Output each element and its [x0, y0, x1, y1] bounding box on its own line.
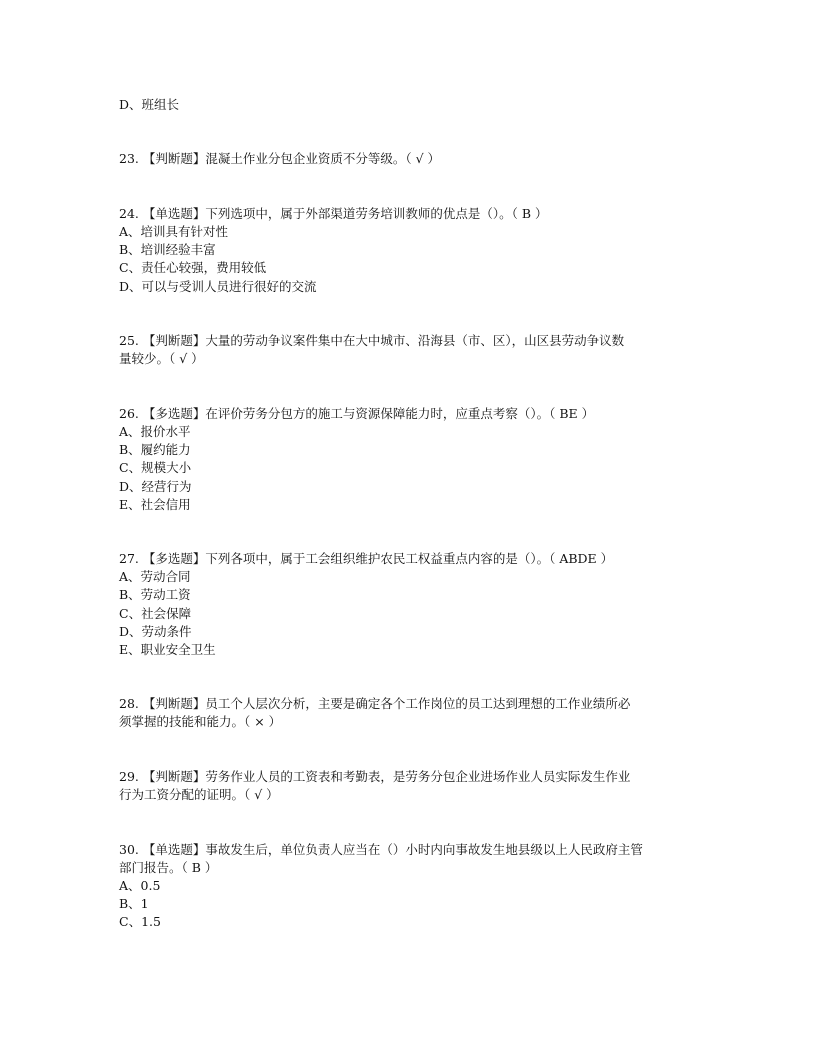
option-line: C、社会保障 — [119, 606, 192, 621]
option-line: B、1 — [119, 896, 149, 911]
question-stem: 量较少。（ √ ） — [119, 351, 204, 366]
option-line: A、报价水平 — [119, 424, 191, 439]
question-stem: 行为工资分配的证明。（ √ ） — [119, 787, 279, 802]
option-line: C、1.5 — [119, 914, 161, 929]
question-stem: 27. 【多选题】下列各项中，属于工会组织维护农民工权益重点内容的是（）。（ ABDE ） — [119, 551, 614, 566]
option-line: A、劳动合同 — [119, 569, 191, 584]
option-line: D、可以与受训人员进行很好的交流 — [119, 279, 317, 294]
question-stem: 23. 【判断题】混凝土作业分包企业资质不分等级。（ √ ） — [119, 151, 441, 166]
option-line: D、班组长 — [119, 97, 180, 112]
option-line: B、培训经验丰富 — [119, 242, 216, 257]
option-line: D、劳动条件 — [119, 624, 192, 639]
option-line: B、劳动工资 — [119, 587, 191, 602]
question-stem: 28. 【判断题】员工个人层次分析，主要是确定各个工作岗位的员工达到理想的工作业绩所必 — [119, 696, 631, 711]
question-stem: 29. 【判断题】劳务作业人员的工资表和考勤表，是劳务分包企业进场作业人员实际发生作业 — [119, 769, 631, 784]
option-line: E、职业安全卫生 — [119, 642, 216, 657]
option-line: C、规模大小 — [119, 460, 192, 475]
question-stem: 26. 【多选题】在评价劳务分包方的施工与资源保障能力时，应重点考察（）。（ BE ） — [119, 406, 595, 421]
question-stem: 部门报告。（ B ） — [119, 860, 218, 875]
question-stem: 24. 【单选题】下列选项中，属于外部渠道劳务培训教师的优点是（）。（ B ） — [119, 206, 548, 221]
option-line: C、责任心较强，费用较低 — [119, 260, 267, 275]
question-stem: 30. 【单选题】事故发生后，单位负责人应当在（）小时内向事故发生地县级以上人民政府主管 — [119, 842, 643, 857]
option-line: B、履约能力 — [119, 442, 191, 457]
option-line: A、0.5 — [119, 878, 161, 893]
question-stem: 须掌握的技能和能力。（ × ） — [119, 714, 282, 729]
option-line: A、培训具有针对性 — [119, 224, 229, 239]
option-line: E、社会信用 — [119, 497, 191, 512]
question-stem: 25. 【判断题】大量的劳动争议案件集中在大中城市、沿海县（市、区），山区县劳动争议数 — [119, 333, 625, 348]
option-line: D、经营行为 — [119, 479, 192, 494]
